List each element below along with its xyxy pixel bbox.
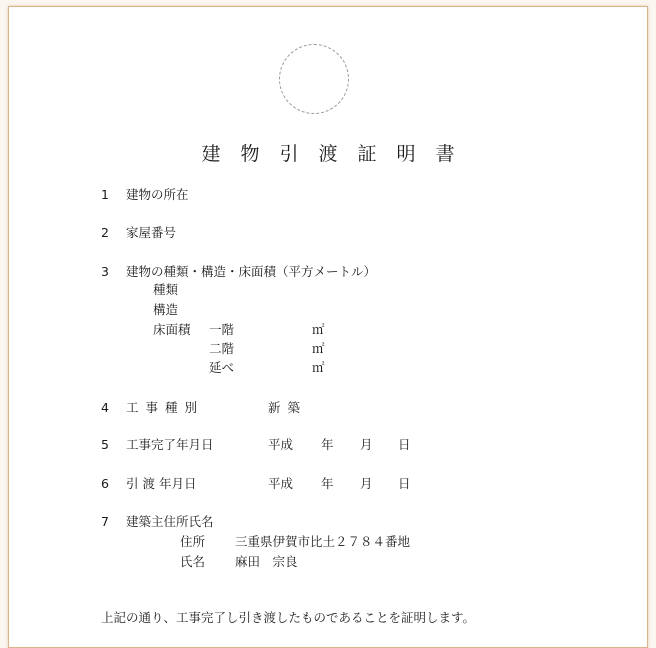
item-number-5: 5 [101, 437, 109, 452]
certificate-page [8, 6, 648, 648]
completion-month-label: 月 [360, 437, 373, 452]
item-label-building-type: 建物の種類・構造・床面積（平方メートル） [126, 264, 377, 279]
item-label-completion-date: 工事完了年月日 [126, 437, 214, 452]
item-label-house-number: 家屋番号 [126, 225, 177, 240]
item-number-2: 2 [101, 225, 109, 240]
delivery-day-label: 日 [398, 476, 411, 491]
work-type-value: 新築 [268, 400, 308, 415]
structure-label: 構造 [153, 302, 179, 317]
item-label-delivery-date: 引 渡 年月日 [126, 476, 197, 491]
seal-placeholder [279, 44, 349, 114]
item-number-6: 6 [101, 476, 109, 491]
completion-day-label: 日 [398, 437, 411, 452]
delivery-year-label: 年 [321, 476, 334, 491]
item-number-7: 7 [101, 514, 109, 529]
item-label-location: 建物の所在 [126, 187, 189, 202]
item-number-3: 3 [101, 264, 109, 279]
delivery-month-label: 月 [360, 476, 373, 491]
owner-address-label: 住所 [180, 534, 206, 549]
floor-label-second: 二階 [209, 341, 235, 356]
owner-address: 三重県伊賀市比土２７８４番地 [235, 534, 411, 549]
item-label-work-type: 工事種別 [126, 400, 205, 415]
floor-label-first: 一階 [209, 322, 235, 337]
owner-name: 麻田 宗良 [235, 554, 298, 569]
item-number-4: 4 [101, 400, 109, 415]
floor-label-total: 延べ [209, 360, 235, 375]
floor-area-label: 床面積 [153, 322, 191, 337]
item-label-owner: 建築主住所氏名 [126, 514, 214, 529]
item-number-1: 1 [101, 187, 109, 202]
floor-unit-total: ㎡ [312, 360, 325, 375]
owner-name-label: 氏名 [180, 554, 206, 569]
completion-year-label: 年 [321, 437, 334, 452]
certification-statement: 上記の通り、工事完了し引き渡したものであることを証明します。 [101, 610, 476, 625]
floor-unit-first: ㎡ [312, 322, 325, 337]
completion-era: 平成 [268, 437, 294, 452]
delivery-era: 平成 [268, 476, 294, 491]
floor-unit-second: ㎡ [312, 341, 325, 356]
document-title: 建物引渡証明書 [201, 143, 475, 165]
kind-label: 種類 [153, 282, 179, 297]
